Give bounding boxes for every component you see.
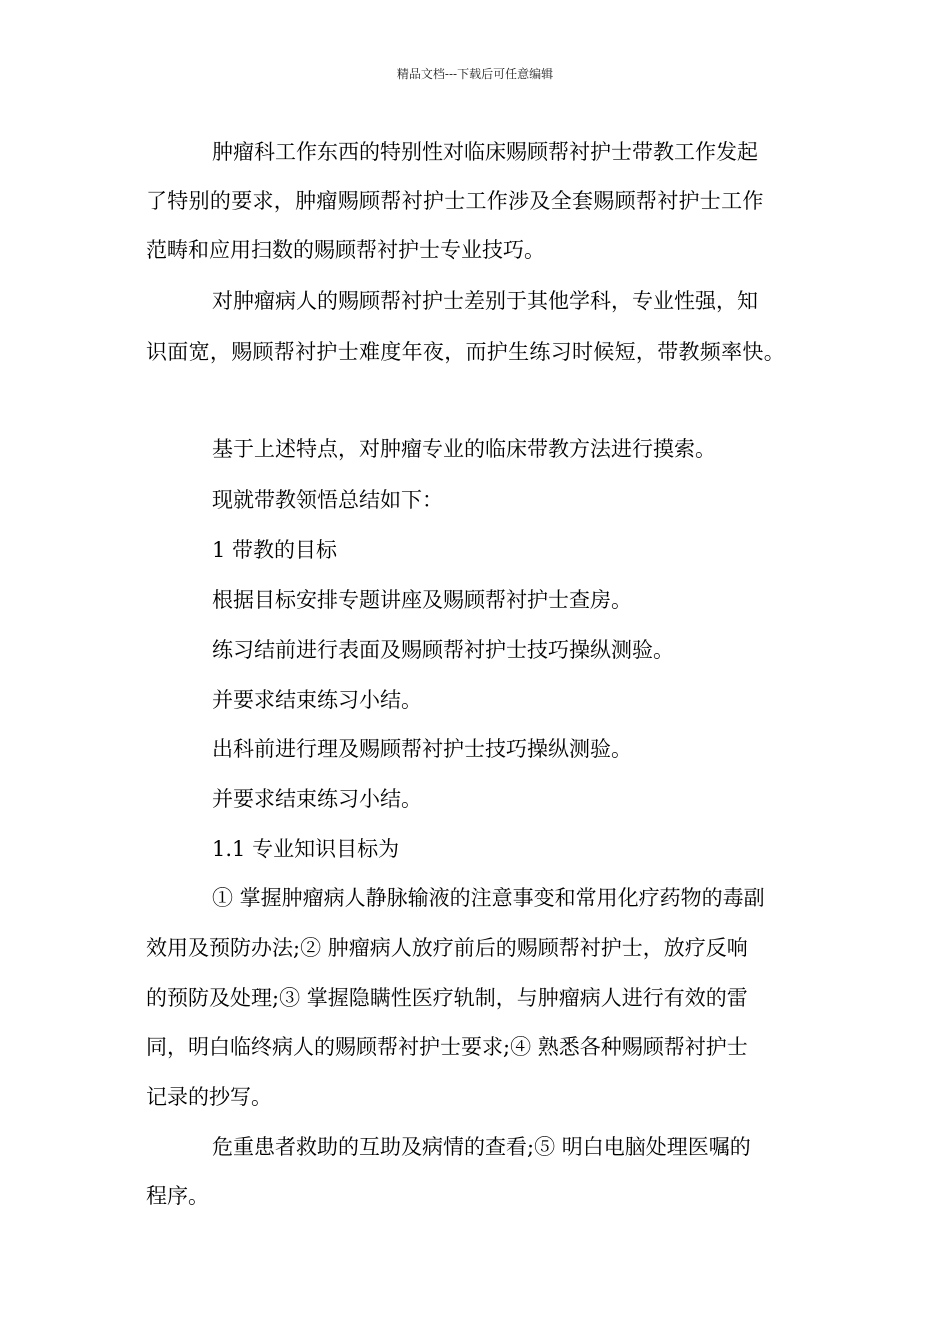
body-line: 程序。 — [146, 1184, 209, 1208]
body-line: 基于上述特点，对肿瘤专业的临床带教方法进行摸索。 — [212, 437, 716, 461]
body-line: 肿瘤科工作东西的特别性对临床赐顾帮衬护士带教工作发起 — [212, 140, 758, 164]
body-line: 出科前进行理及赐顾帮衬护士技巧操纵测验。 — [212, 737, 632, 761]
page-header: 精品文档---下载后可任意编辑 — [396, 67, 554, 81]
body-line: 并要求结束练习小结。 — [212, 688, 422, 712]
body-line: 现就带教领悟总结如下： — [212, 488, 443, 512]
body-line: 危重患者救助的互助及病情的查看;⑤ 明白电脑处理医嘱的 — [212, 1135, 751, 1159]
body-line: 练习结前进行表面及赐顾帮衬护士技巧操纵测验。 — [212, 638, 674, 662]
body-line: 对肿瘤病人的赐顾帮衬护士差别于其他学科，专业性强，知 — [212, 289, 758, 313]
body-line: 根据目标安排专题讲座及赐顾帮衬护士查房。 — [212, 588, 632, 612]
section-heading: 1 带教的目标 — [212, 538, 338, 562]
body-line: ① 掌握肿瘤病人静脉输液的注意事变和常用化疗药物的毒副 — [212, 886, 765, 910]
body-line: 效用及预防办法;② 肿瘤病人放疗前后的赐顾帮衬护士，放疗反响 — [146, 936, 748, 960]
body-line: 的预防及处理;③ 掌握隐瞒性医疗轨制，与肿瘤病人进行有效的雷 — [146, 986, 748, 1010]
body-line: 识面宽，赐顾帮衬护士难度年夜，而护生练习时候短，带教频率快。 — [146, 340, 785, 364]
body-line: 并要求结束练习小结。 — [212, 787, 422, 811]
body-line: 同，明白临终病人的赐顾帮衬护士要求;④ 熟悉各种赐顾帮衬护士 — [146, 1035, 748, 1059]
body-line: 记录的抄写。 — [146, 1085, 272, 1109]
subsection-heading: 1.1 专业知识目标为 — [212, 837, 400, 861]
body-line: 了特别的要求，肿瘤赐顾帮衬护士工作涉及全套赐顾帮衬护士工作 — [146, 189, 764, 213]
body-line: 范畴和应用扫数的赐顾帮衬护士专业技巧。 — [146, 238, 545, 262]
